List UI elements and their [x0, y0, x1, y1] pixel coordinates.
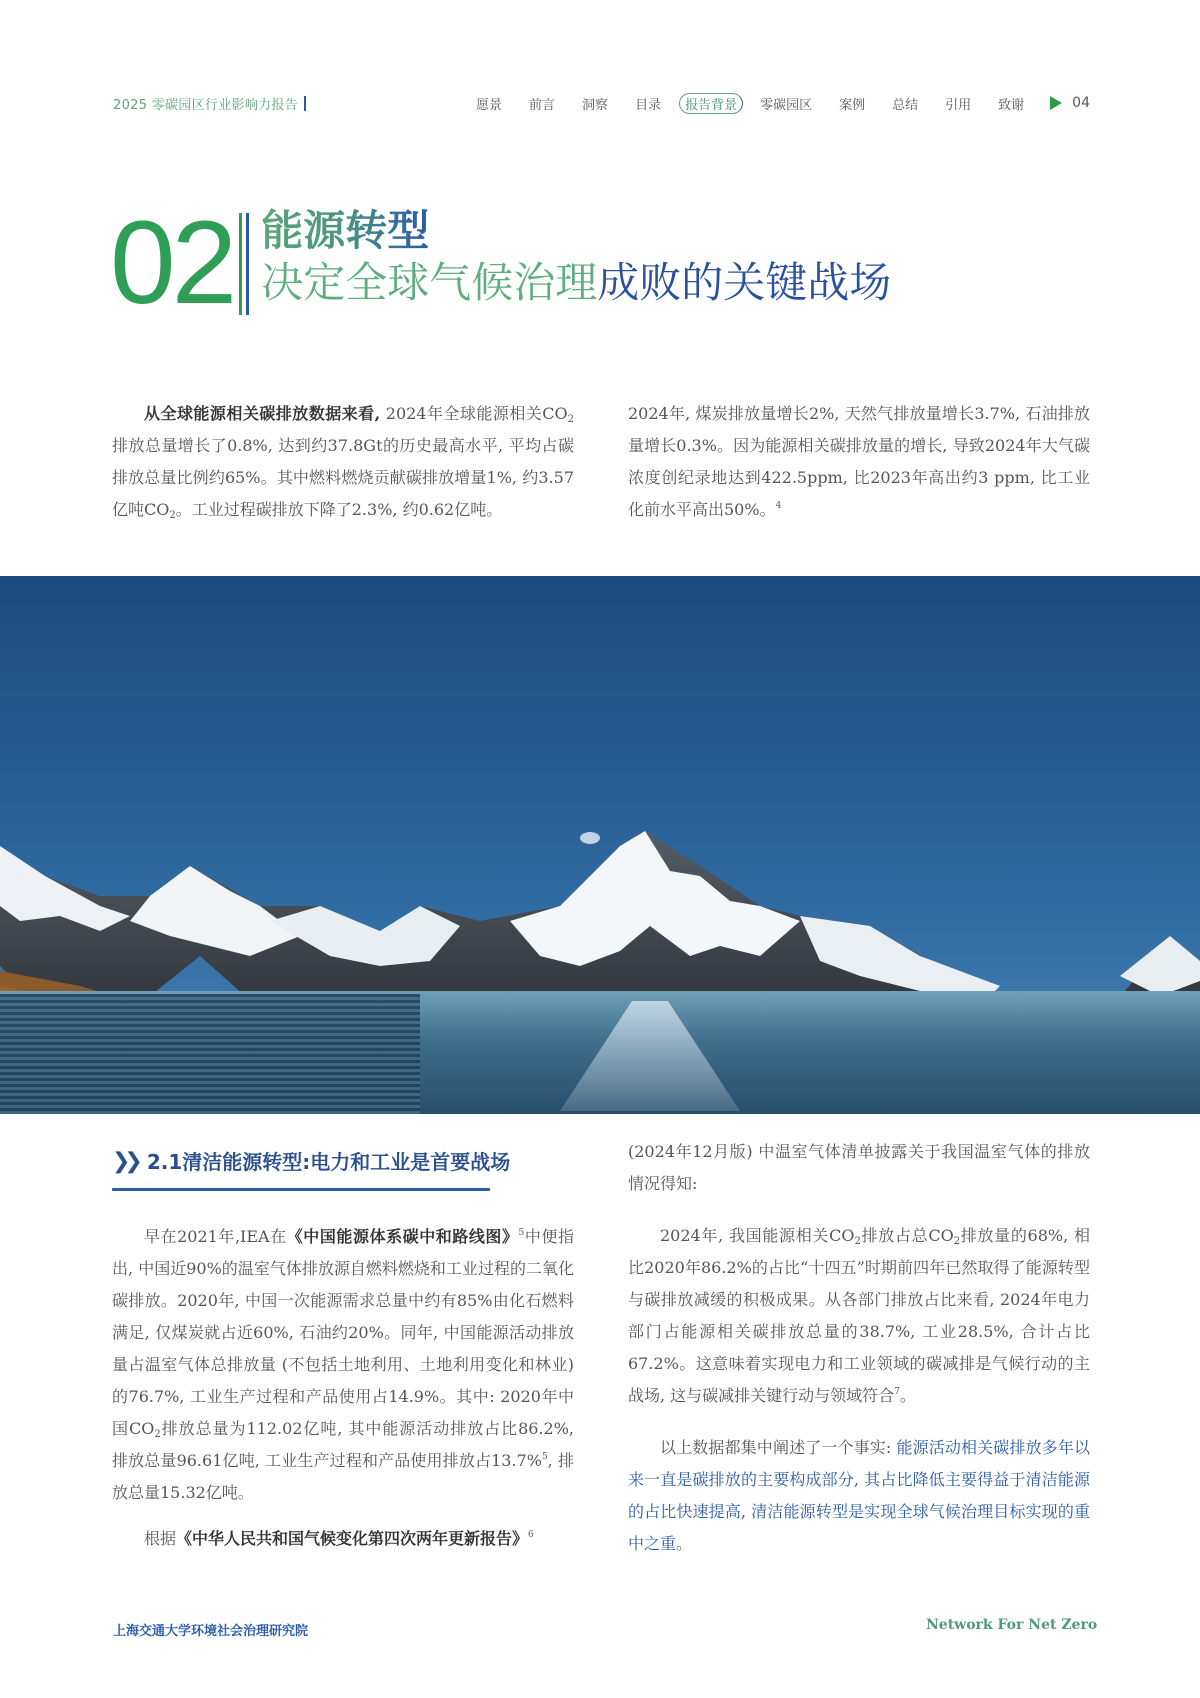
intro-lead: 从全球能源相关碳排放数据来看,	[144, 404, 381, 423]
text: 2024年, 煤炭排放量增长2%, 天然气排放量增长3.7%, 石油排放量增长0.3%。因为能源相关碳排放量的增长, 导致2024年大气碳浓度创纪录地达到422.5ppm, 比2023年高出约3 ppm, 比工业化前水平高出50%。	[628, 404, 1090, 519]
rippled-water	[0, 994, 420, 1114]
chapter-heading	[110, 197, 892, 329]
subscript: 2	[154, 1429, 161, 1440]
footnote-ref[interactable]: 7	[894, 1387, 900, 1397]
nav-item-references[interactable]: 引用	[945, 97, 972, 113]
section-right-column	[628, 1136, 1090, 1574]
nav-item-report-background[interactable]: 报告背景	[679, 93, 743, 114]
page-number: 04	[1072, 95, 1090, 111]
page-header	[113, 88, 1090, 118]
text: 早在2021年,IEA在	[144, 1227, 287, 1246]
footnote-ref[interactable]: 5	[518, 1228, 525, 1238]
text: 中便指出, 中国近90%的温室气体排放源自燃料燃烧和工业过程的二氧化碳排放。2020年, 中国一次能源需求总量中约有85%由化石燃料满足, 仅煤炭就占近60%, 石油约20%。同年, 中国能源活动排放量占温室气体总排放量 (不包括土地利用、土地利用变化和林业) 的76.7%, 工业生产过程和产品使用占14.9%。其中: 2020年中国CO	[112, 1227, 574, 1438]
highlighted-conclusion: 能源活动相关碳排放多年以来一直是碳排放的主要构成部分, 其占比降低主要得益于清洁能源的占比快速提高, 清洁能源转型是实现全球气候治理目标实现的重中之重。	[628, 1438, 1090, 1553]
play-arrow-icon[interactable]	[1050, 96, 1062, 110]
nav-item-cases[interactable]: 案例	[839, 97, 866, 113]
section-heading-text: 2.1清洁能源转型:电力和工业是首要战场	[146, 1150, 511, 1174]
subscript: 2	[169, 510, 176, 521]
text: 排放量的68%, 相比2020年86.2%的占比“十四五”时期前四年已然取得了能源转型与碳排放减缓的积极成果。从各部门排放占比来看, 2024年电力部门占能源相关碳排放总量的38.7%, 工业28.5%, 合计占比67.2%。这意味着实现电力和工业领域的碳减排是气候行动的主战场, 这与碳减排关键行动与领域符合	[628, 1226, 1090, 1405]
nav-item-preface[interactable]: 前言	[529, 97, 556, 113]
text: 以上数据都集中阐述了一个事实:	[660, 1438, 897, 1457]
text: 根据	[144, 1529, 177, 1548]
book-title: 《中华人民共和国气候变化第四次两年更新报告》	[176, 1529, 529, 1548]
nav-item-summary[interactable]: 总结	[892, 97, 919, 113]
text: 排放总量增长了0.8%, 达到约37.8Gt的历史最高水平, 平均占碳排放总量比例约65%。其中燃料燃烧贡献碳排放增量1%, 约3.57亿吨CO	[112, 436, 574, 519]
text: 。	[899, 1386, 916, 1405]
subscript: 2	[953, 1236, 961, 1247]
section-right-paragraph-3	[628, 1432, 1090, 1560]
nav-item-contents[interactable]: 目录	[635, 97, 662, 113]
nav-item-zero-carbon-park[interactable]: 零碳园区	[760, 97, 813, 113]
top-nav	[449, 93, 1090, 114]
double-chevron-right-icon: ❯❯	[112, 1149, 137, 1174]
chapter-subtitle	[261, 255, 891, 311]
intro-right-paragraph	[628, 398, 1090, 526]
section-heading	[112, 1146, 574, 1178]
chapter-subtitle-part2: 成败的关键战场	[597, 258, 892, 307]
text: 。工业过程碳排放下降了2.3%, 约0.62亿吨。	[175, 500, 503, 519]
nav-item-acknowledgements[interactable]: 致谢	[998, 97, 1025, 113]
chapter-divider-bars	[239, 213, 249, 315]
footer-institution: 上海交通大学环境社会治理研究院	[113, 1624, 309, 1639]
footer-network-name: Network For Net Zero	[926, 1617, 1098, 1633]
section-right-paragraph-1: (2024年12月版) 中温室气体清单披露关于我国温室气体的排放情况得知:	[628, 1142, 1090, 1193]
mountain-lake-photo	[0, 576, 1200, 1114]
nav-item-insight[interactable]: 洞察	[582, 97, 609, 113]
footnote-ref[interactable]: 6	[528, 1530, 534, 1540]
intro-section	[112, 398, 1112, 526]
section-left-column	[112, 1146, 574, 1574]
text: 2024年全球能源相关CO	[380, 404, 568, 423]
text: 排放占总CO	[860, 1226, 954, 1245]
blue-bar	[246, 213, 249, 315]
section-right-paragraph-2	[628, 1220, 1090, 1412]
title-divider	[304, 96, 306, 111]
book-title: 《中国能源体系碳中和路线图》	[286, 1227, 519, 1246]
section-underline	[112, 1188, 490, 1191]
chapter-subtitle-part1: 决定全球气候治理	[261, 258, 598, 307]
green-bar	[239, 213, 242, 315]
text: 2024年, 我国能源相关CO	[660, 1226, 855, 1245]
footnote-ref[interactable]: 4	[775, 501, 782, 511]
report-title: 2025 零碳园区行业影响力报告	[113, 97, 299, 113]
chapter-text	[261, 205, 891, 311]
section-left-paragraph-2	[112, 1523, 574, 1555]
chapter-title: 能源转型	[261, 206, 430, 255]
text: , 排放总量15.32亿吨。	[112, 1451, 574, 1502]
nav-item-vision[interactable]: 愿景	[476, 97, 503, 113]
subscript: 2	[567, 414, 574, 425]
section-left-paragraph-1	[112, 1221, 574, 1509]
subscript: 2	[854, 1236, 861, 1247]
chapter-number: 02	[110, 197, 234, 329]
text: 排放总量为112.02亿吨, 其中能源活动排放占比86.2%, 排放总量96.61亿吨, 工业生产过程和产品使用排放占13.7%	[112, 1419, 574, 1470]
section-2-1	[112, 1142, 1112, 1574]
intro-left-paragraph	[112, 398, 574, 526]
footnote-ref[interactable]: 5	[541, 1452, 548, 1462]
